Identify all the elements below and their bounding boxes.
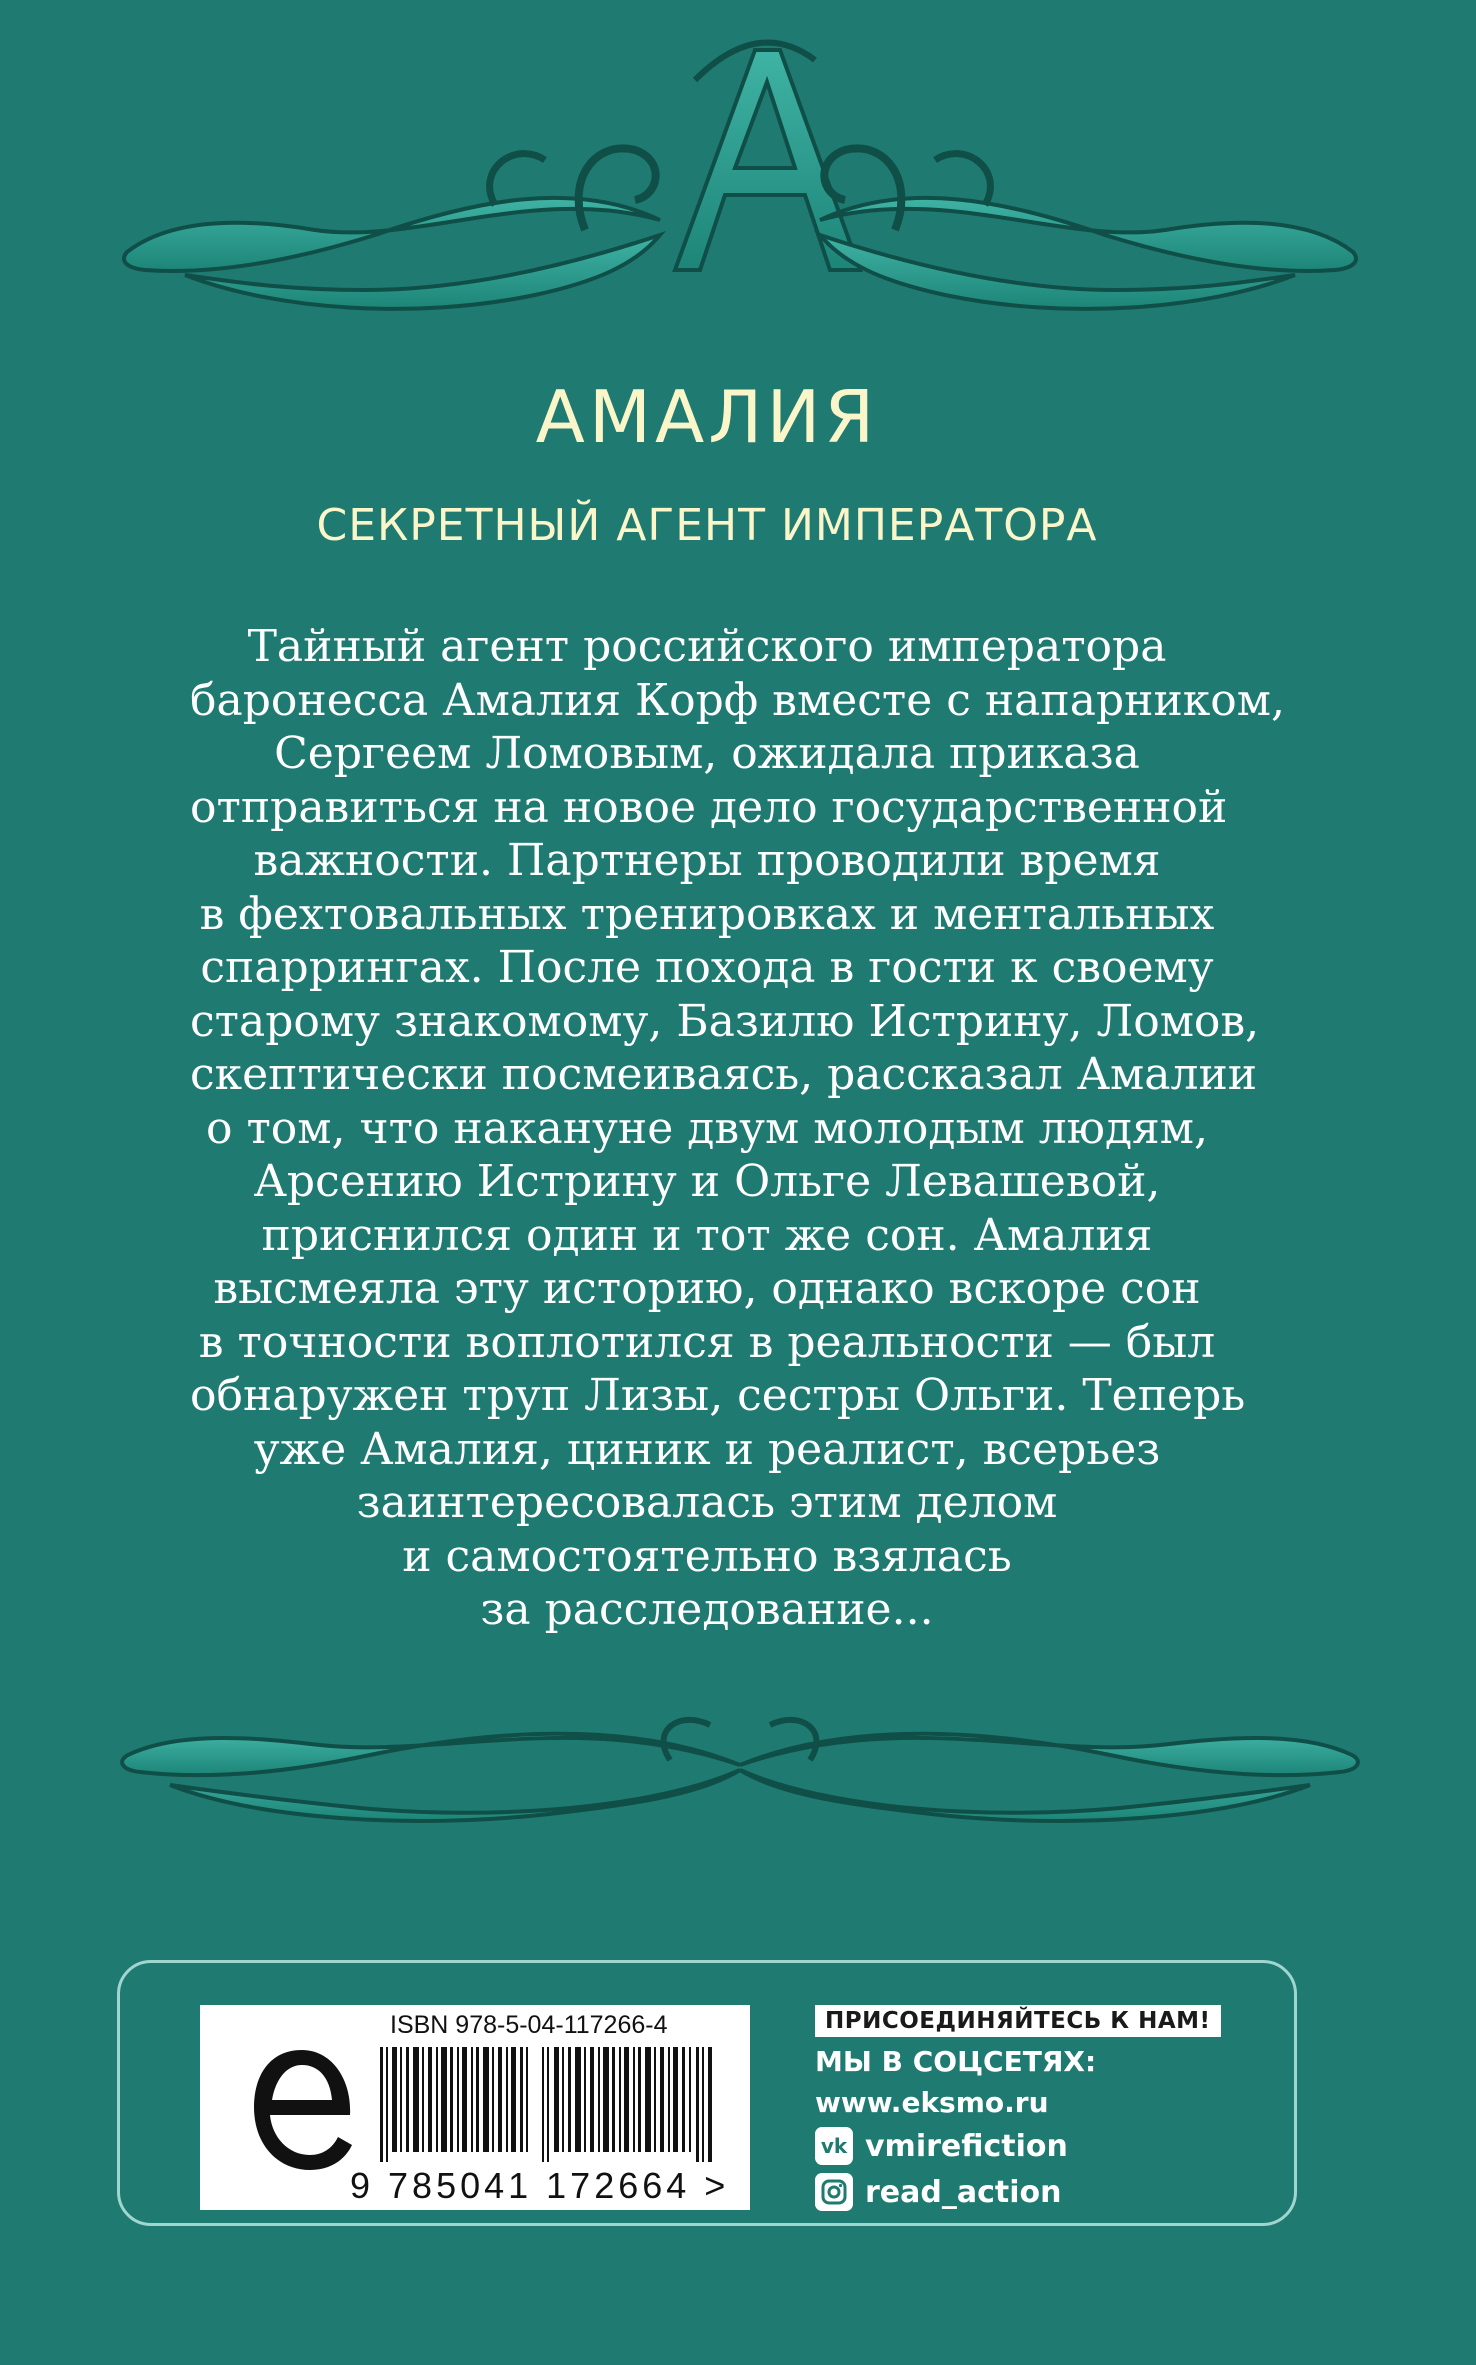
blurb-line: баронесса Амалия Корф вместе с напарником, xyxy=(190,674,1285,726)
eksmo-logo-icon xyxy=(250,2045,355,2175)
blurb-line: уже Амалия, циник и реалист, всерьез xyxy=(253,1423,1161,1475)
social-block xyxy=(815,2005,1235,2211)
barcode-box xyxy=(200,2005,750,2210)
website-link[interactable]: www.eksmo.ru xyxy=(815,2086,1049,2119)
blurb-line: высмеяла эту историю, однако вскоре сон xyxy=(213,1263,1201,1314)
blurb-line: отправиться на новое дело государственной xyxy=(190,781,1228,833)
blurb-line: заинтересовалась этим делом xyxy=(356,1477,1058,1528)
blurb-line: в точности воплотился в реальности — был xyxy=(198,1316,1216,1368)
vk-handle: vmirefiction xyxy=(865,2128,1068,2164)
instagram-handle: read_action xyxy=(865,2174,1062,2210)
instagram-icon xyxy=(815,2173,853,2211)
blurb-line: Сергеем Ломовым, ожидала приказа xyxy=(274,728,1140,779)
blurb-line: спаррингах. После похода в гости к своему xyxy=(200,942,1214,993)
blurb-line: скептически посмеиваясь, рассказал Амалии xyxy=(190,1049,1258,1100)
blurb-line: обнаружен труп Лизы, сестры Ольги. Теперь xyxy=(190,1370,1246,1421)
series-title: АМАЛИЯ xyxy=(535,375,879,459)
vk-row[interactable] xyxy=(815,2127,1235,2165)
book-blurb xyxy=(190,620,1285,1637)
barcode xyxy=(380,2047,715,2162)
blurb-line: старому знакомому, Базилю Истрину, Ломов, xyxy=(190,995,1260,1047)
social-label: МЫ В СОЦСЕТЯХ: xyxy=(815,2045,1097,2078)
blurb-line: о том, что накануне двум молодым людям, xyxy=(205,1102,1209,1154)
blurb-line: в фехтовальных тренировках и ментальных xyxy=(199,888,1215,940)
monogram-ornament xyxy=(115,20,1365,360)
barcode-number: 9 785041 172664 > xyxy=(350,2165,730,2206)
divider-ornament xyxy=(110,1700,1370,1830)
blurb-line: за расследование... xyxy=(480,1584,934,1635)
subtitle: СЕКРЕТНЫЙ АГЕНТ ИМПЕРАТОРА xyxy=(316,500,1098,551)
blurb-line: Арсению Истрину и Ольге Левашевой, xyxy=(253,1156,1161,1207)
vk-icon: vk xyxy=(815,2127,853,2165)
blurb-line: и самостоятельно взялась xyxy=(402,1530,1012,1582)
isbn-label: ISBN 978-5-04-117266-4 xyxy=(390,2011,668,2039)
join-banner: ПРИСОЕДИНЯЙТЕСЬ К НАМ! xyxy=(815,2005,1221,2037)
instagram-row[interactable] xyxy=(815,2173,1235,2211)
blurb-line: важности. Партнеры проводили время xyxy=(253,835,1161,886)
blurb-line: Тайный агент российского императора xyxy=(247,621,1167,672)
blurb-line: приснился один и тот же сон. Амалия xyxy=(261,1209,1153,1261)
